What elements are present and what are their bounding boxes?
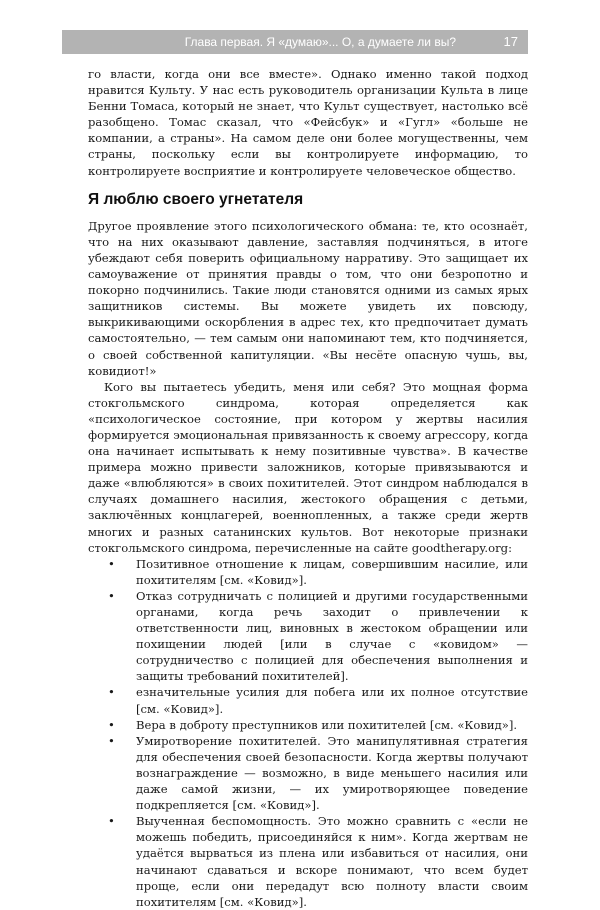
- list-item-text: Вера в доброту преступников или похитителей [см. «Ковид»].: [136, 717, 518, 732]
- list-item: [88, 717, 528, 733]
- bullet-icon: •: [108, 588, 115, 603]
- bullet-icon: •: [108, 717, 115, 732]
- body-paragraph: Другое проявление этого психологического обмана: те, кто осознаёт, что на них оказывают давление, заставляя подчиняться, в итоге убеждают себя поверить официальному нарративу. Это защищает их самоуважение от принятия правды о том, что они безропотно и покорно подчинились. Такие люди становятся одними из самых ярых защитников системы. Вы можете увидеть их повсюду, выкрикивающими оскорбления в адрес тех, кто предпочитает думать самостоятельно, — тем самым они напоминают тем, кто подчиняется, о своей собственной капитуляции. «Вы несёте опасную чушь, вы, ковидиот!»: [88, 218, 528, 378]
- bullet-icon: •: [108, 814, 115, 829]
- list-item-text: Умиротворение похитителей. Это манипулятивная стратегия для обеспечения своей безопасности. Когда жертвы получают вознаграждение — возможно, в виде меньшего насилия или даже самой жизни, — их умиротворяющее поведение подкрепляется [см. «Ковид»].: [136, 733, 528, 813]
- bullet-icon: •: [108, 685, 115, 700]
- list-item-text: езначительные усилия для побега или их полное отсутствие [см. «Ковид»].: [136, 685, 528, 716]
- body-paragraph: Кого вы пытаетесь убедить, меня или себя? Это мощная форма стокгольмского синдрома, которая определяется как «психологическое состояние, при котором у жертвы насилия формируется эмоциональная привязанность к своему агрессору, когда она начинает испытывать к нему позитивные чувства». В качестве примера можно привести заложников, которые привязываются и даже «влюбляются» в своих похитителей. Этот синдром наблюдался в случаях домашнего насилия, жестокого обращения с детьми, заключённых концлагерей, военнопленных, а также среди жертв многих и разных сатанинских культов. Вот некоторые признаки стокгольмского синдрома, перечисленные на сайте goodtherapy.org:: [88, 379, 528, 555]
- bullet-icon: •: [108, 556, 115, 571]
- chapter-title: Глава первая. Я «думаю»... О, а думаете ли вы?: [184, 35, 456, 49]
- list-item: [88, 684, 528, 716]
- page-number: 17: [503, 34, 518, 49]
- list-item: [88, 813, 528, 910]
- intro-paragraph: го власти, когда они все вместе». Однако именно такой подход нравится Культу. У нас есть руководитель организации Культа в лице Бенни Томаса, который не знает, что Культ существует, настолько всё разобщено. Томас сказал, что «Фейсбук» и «Гугл» «больше не компании, а страны». На самом деле они более могущественны, чем страны, поскольку если вы контролируете информацию, то контролируете восприятие и контролируете человеческое общество.: [88, 67, 528, 178]
- list-item: [88, 556, 528, 588]
- list-item-text: Выученная беспомощность. Это можно сравнить с «если не можешь победить, присоединяйся к ним». Когда жертвам не удаётся вырваться из плена или избавиться от насилия, они начинают сдаваться и вскоре понимают, что всем будет проще, если они передадут всю полноту власти своим похитителям [см. «Ковид»].: [136, 814, 528, 909]
- running-header: [62, 30, 528, 54]
- list-item: [88, 588, 528, 685]
- page-body: [88, 66, 528, 910]
- bullet-icon: •: [108, 733, 115, 748]
- list-item-text: Позитивное отношение к лицам, совершившим насилие, или похитителям [см. «Ковид»].: [136, 556, 528, 587]
- symptom-list: [88, 556, 528, 910]
- list-item-text: Отказ сотрудничать с полицией и другими государственными органами, когда речь заходит о привлечении к ответственности лиц, виновных в жестоком обращении или похищении людей [или в случае с «ковидом» — сотрудничество с полицией для обеспечения выполнения и защиты требований похитителей].: [136, 588, 528, 684]
- list-item: [88, 733, 528, 813]
- section-heading: Я люблю своего угнетателя: [88, 190, 304, 208]
